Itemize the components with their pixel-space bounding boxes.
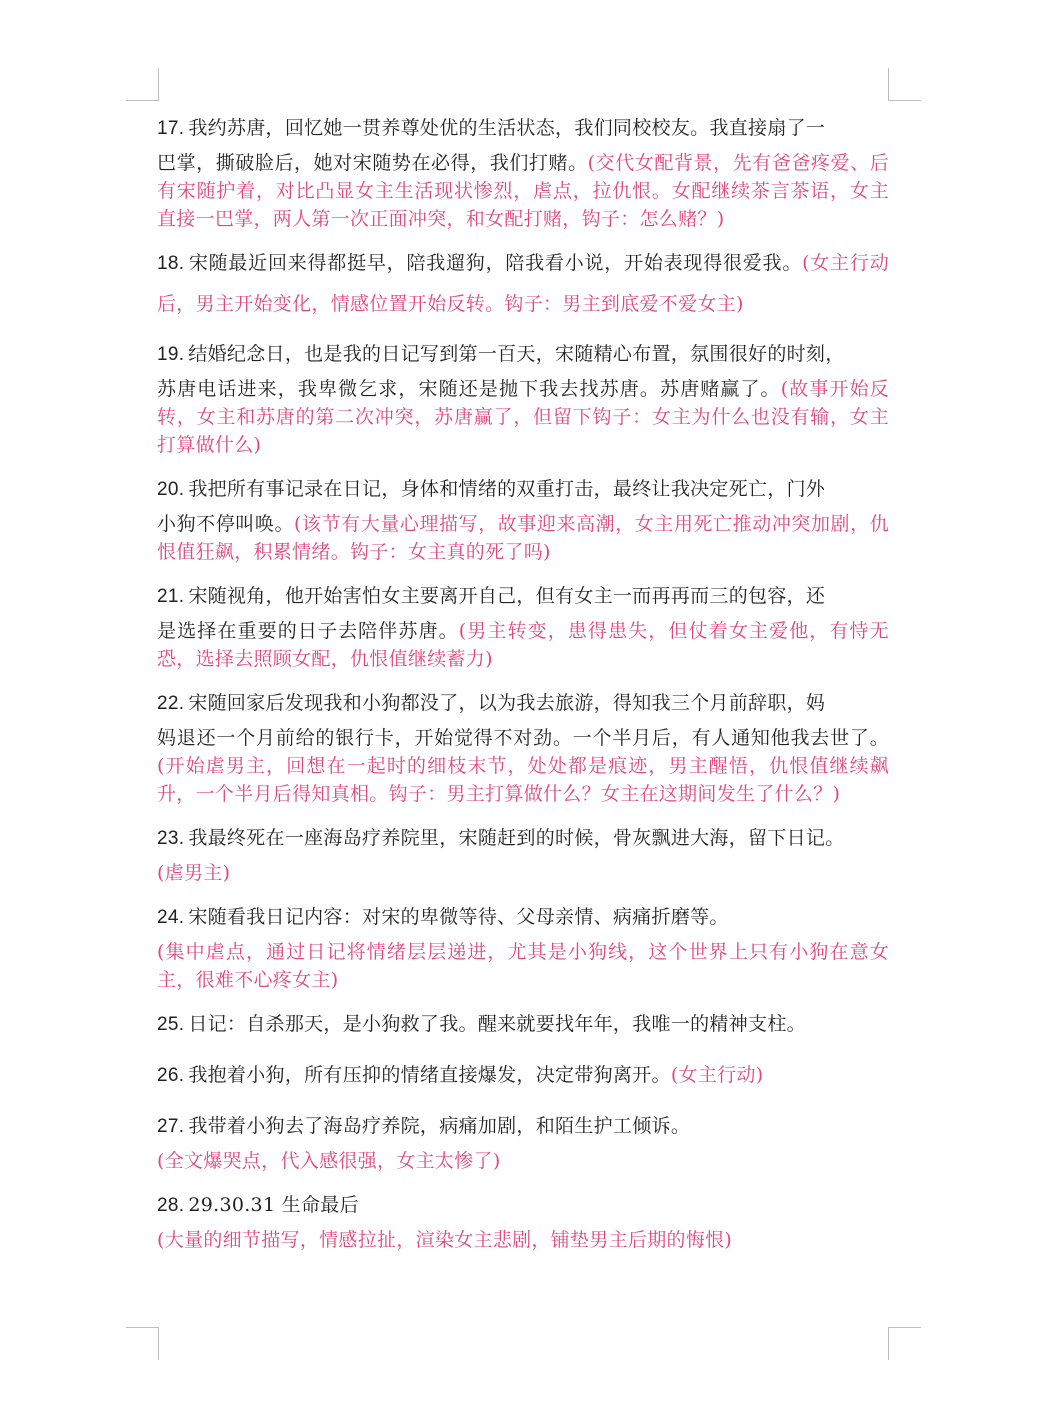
- outline-item-21: [157, 576, 889, 673]
- item-text: 29.30.31 生命最后: [188, 1194, 359, 1216]
- item-number: 28.: [157, 1195, 185, 1216]
- outline-item-27: [157, 1106, 889, 1175]
- outline-item-25: [157, 1004, 889, 1045]
- item-text: 宋随最近回来得都挺早，陪我遛狗，陪我看小说，开始表现得很爱我。: [188, 252, 803, 274]
- item-text: 我最终死在一座海岛疗养院里，宋随赶到的时候，骨灰飘进大海，留下日记。: [188, 827, 845, 849]
- item-text: 宋随视角，他开始害怕女主要离开自己，但有女主一而再再而三的包容，还: [188, 585, 826, 607]
- annotation: (故事开始反转，女主和苏唐的第二次冲突，苏唐赢了，但留下钩子：女主为什么也没有输，女主打算做什么): [157, 378, 889, 456]
- outline-item-28: [157, 1185, 889, 1254]
- item-number: 24.: [157, 907, 185, 928]
- item-text: 结婚纪念日，也是我的日记写到第一百天，宋随精心布置，氛围很好的时刻，: [188, 343, 845, 365]
- item-number: 25.: [157, 1014, 185, 1035]
- annotation: (女主行动后，男主开始变化，情感位置开始反转。钩子：男主到底爱不爱女主): [157, 252, 889, 315]
- annotation: (全文爆哭点，代入感很强，女主太惨了): [157, 1150, 501, 1172]
- item-text-cont: 巴掌，撕破脸后，她对宋随势在必得，我们打赌。: [157, 152, 588, 174]
- item-number: 18.: [157, 253, 185, 274]
- annotation: (该节有大量心理描写，故事迎来高潮，女主用死亡推动冲突加剧，仇恨值狂飙，积累情绪。钩子：女主真的死了吗): [157, 513, 889, 563]
- outline-item-20: [157, 469, 889, 566]
- outline-item-24: [157, 897, 889, 994]
- item-text-cont: 妈退还一个月前给的银行卡，开始觉得不对劲。一个半月后，有人通知他我去世了。: [157, 727, 889, 749]
- item-text: 我约苏唐，回忆她一贯养尊处优的生活状态，我们同校校友。我直接扇了一: [188, 117, 826, 139]
- annotation: (虐男主): [157, 862, 231, 884]
- item-text: 我把所有事记录在日记，身体和情绪的双重打击，最终让我决定死亡，门外: [188, 478, 826, 500]
- item-text: 日记：自杀那天，是小狗救了我。醒来就要找年年，我唯一的精神支柱。: [188, 1013, 806, 1035]
- outline-item-23: [157, 818, 889, 887]
- outline-item-17: [157, 108, 889, 233]
- item-text: 宋随看我日记内容：对宋的卑微等待、父母亲情、病痛折磨等。: [188, 906, 729, 928]
- crop-mark-bottom-right: [888, 1327, 921, 1360]
- item-number: 20.: [157, 479, 185, 500]
- item-number: 26.: [157, 1065, 185, 1086]
- crop-mark-top-left: [126, 68, 159, 101]
- crop-mark-bottom-left: [126, 1327, 159, 1360]
- item-text-cont: 小狗不停叫唤。: [157, 513, 295, 535]
- annotation: (女主行动): [670, 1064, 764, 1086]
- item-number: 22.: [157, 693, 185, 714]
- item-number: 23.: [157, 828, 185, 849]
- annotation: (开始虐男主，回想在一起时的细枝末节，处处都是痕迹，男主醒悟，仇恨值继续飙升，一个半月后得知真相。钩子：男主打算做什么？女主在这期间发生了什么？): [157, 755, 889, 805]
- annotation: (大量的细节描写，情感拉扯，渲染女主悲剧，铺垫男主后期的悔恨): [157, 1229, 733, 1251]
- annotation: (男主转变，患得患失，但仗着女主爱他，有恃无恐，选择去照顾女配，仇恨值继续蓄力): [157, 620, 889, 670]
- item-text: 我抱着小狗，所有压抑的情绪直接爆发，决定带狗离开。: [188, 1064, 671, 1086]
- item-number: 17.: [157, 118, 185, 139]
- item-number: 27.: [157, 1116, 185, 1137]
- outline-item-26: [157, 1055, 889, 1096]
- outline-item-19: [157, 334, 889, 459]
- item-text-cont: 是选择在重要的日子去陪伴苏唐。: [157, 620, 459, 642]
- item-text: 宋随回家后发现我和小狗都没了，以为我去旅游，得知我三个月前辞职，妈: [188, 692, 826, 714]
- document-body: [157, 108, 889, 1264]
- item-text-cont: 苏唐电话进来，我卑微乞求，宋随还是抛下我去找苏唐。苏唐赌赢了。: [157, 378, 781, 400]
- item-text: 我带着小狗去了海岛疗养院，病痛加剧，和陌生护工倾诉。: [188, 1115, 691, 1137]
- item-number: 19.: [157, 344, 185, 365]
- annotation: (集中虐点，通过日记将情绪层层递进，尤其是小狗线，这个世界上只有小狗在意女主，很难不心疼女主): [157, 941, 889, 991]
- crop-mark-top-right: [888, 68, 921, 101]
- outline-item-18: [157, 243, 889, 324]
- annotation: (交代女配背景，先有爸爸疼爱、后有宋随护着，对比凸显女主生活现状惨烈，虐点，拉仇恨。女配继续茶言茶语，女主直接一巴掌，两人第一次正面冲突，和女配打赌，钩子：怎么赌？): [157, 152, 889, 230]
- outline-item-22: [157, 683, 889, 808]
- item-number: 21.: [157, 586, 185, 607]
